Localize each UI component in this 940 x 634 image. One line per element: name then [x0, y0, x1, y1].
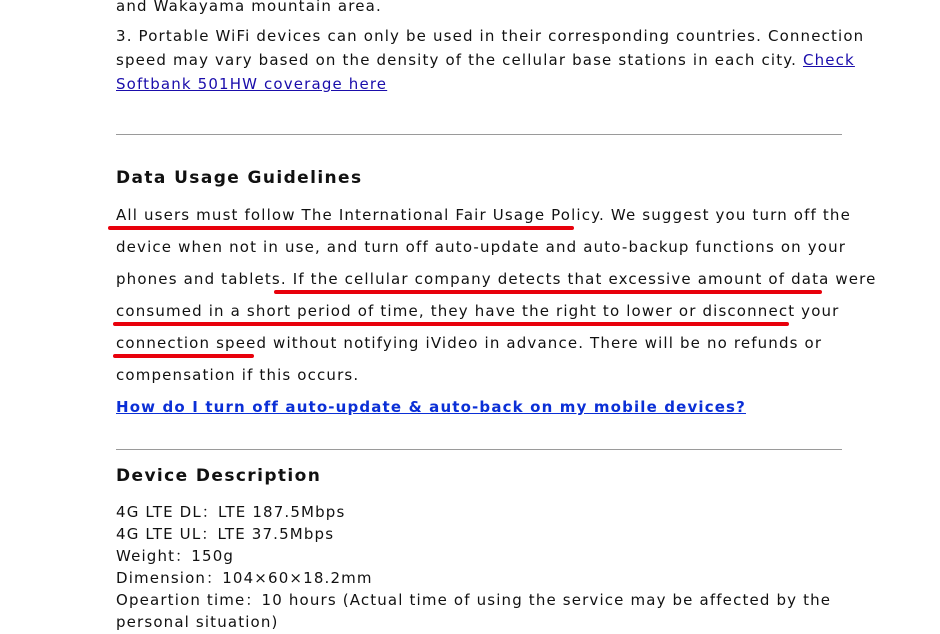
spec-line: 4G LTE UL：LTE 37.5Mbps — [116, 525, 335, 543]
highlight-underline — [274, 290, 822, 294]
spec-line: Weight：150g — [116, 547, 235, 565]
data-usage-line-2: device when not in use, and turn off auto-update and auto-backup functions on your — [116, 238, 847, 256]
data-usage-line-5-rest: without notifying iVideo in advance. There will be no refunds or — [267, 334, 823, 352]
help-link-line — [116, 395, 746, 419]
coverage-item-3-text: speed may vary based on the density of the cellular base stations in each city. — [116, 51, 798, 69]
check-coverage-link-part-2[interactable]: Softbank 501HW coverage here — [116, 75, 388, 93]
spec-line: Opeartion time：10 hours (Actual time of using the service may be affected by the — [116, 591, 832, 609]
divider — [116, 449, 842, 450]
highlight-underline — [108, 226, 574, 230]
excessive-data-text: If the cellular company detects that excessive amount of data were — [292, 270, 877, 288]
data-usage-line-6: compensation if this occurs. — [116, 366, 360, 384]
highlight-underline — [113, 322, 789, 326]
auto-update-help-link[interactable]: How do I turn off auto-update & auto-back on my mobile devices? — [116, 398, 746, 416]
data-usage-line-3-start: phones and tablets. — [116, 270, 293, 288]
coverage-item-3-line-2 — [116, 48, 855, 72]
data-usage-line-5 — [116, 331, 822, 355]
divider — [116, 134, 842, 135]
connection-speed-text: connection speed — [116, 334, 268, 352]
data-usage-heading: Data Usage Guidelines — [116, 168, 363, 188]
fair-usage-policy-text: All users must follow The International Fair Usage Policy — [116, 206, 600, 224]
coverage-line-0: and Wakayama mountain area. — [116, 0, 382, 15]
data-usage-line-3 — [116, 267, 877, 291]
data-usage-line-1-rest: . We suggest you turn off the — [599, 206, 851, 224]
device-description-heading: Device Description — [116, 466, 322, 486]
data-usage-line-4: consumed in a short period of time, they have the right to lower or disconnect your — [116, 302, 840, 320]
coverage-item-3-line-1: 3. Portable WiFi devices can only be used in their corresponding countries. Connection — [116, 27, 865, 45]
highlight-underline — [113, 354, 254, 358]
data-usage-line-1 — [116, 203, 851, 227]
coverage-link-line — [116, 72, 387, 96]
spec-line: Dimension：104×60×18.2mm — [116, 569, 373, 587]
spec-line: 4G LTE DL：LTE 187.5Mbps — [116, 503, 346, 521]
spec-line: personal situation) — [116, 613, 279, 631]
check-coverage-link-part-1[interactable]: Check — [802, 51, 855, 69]
